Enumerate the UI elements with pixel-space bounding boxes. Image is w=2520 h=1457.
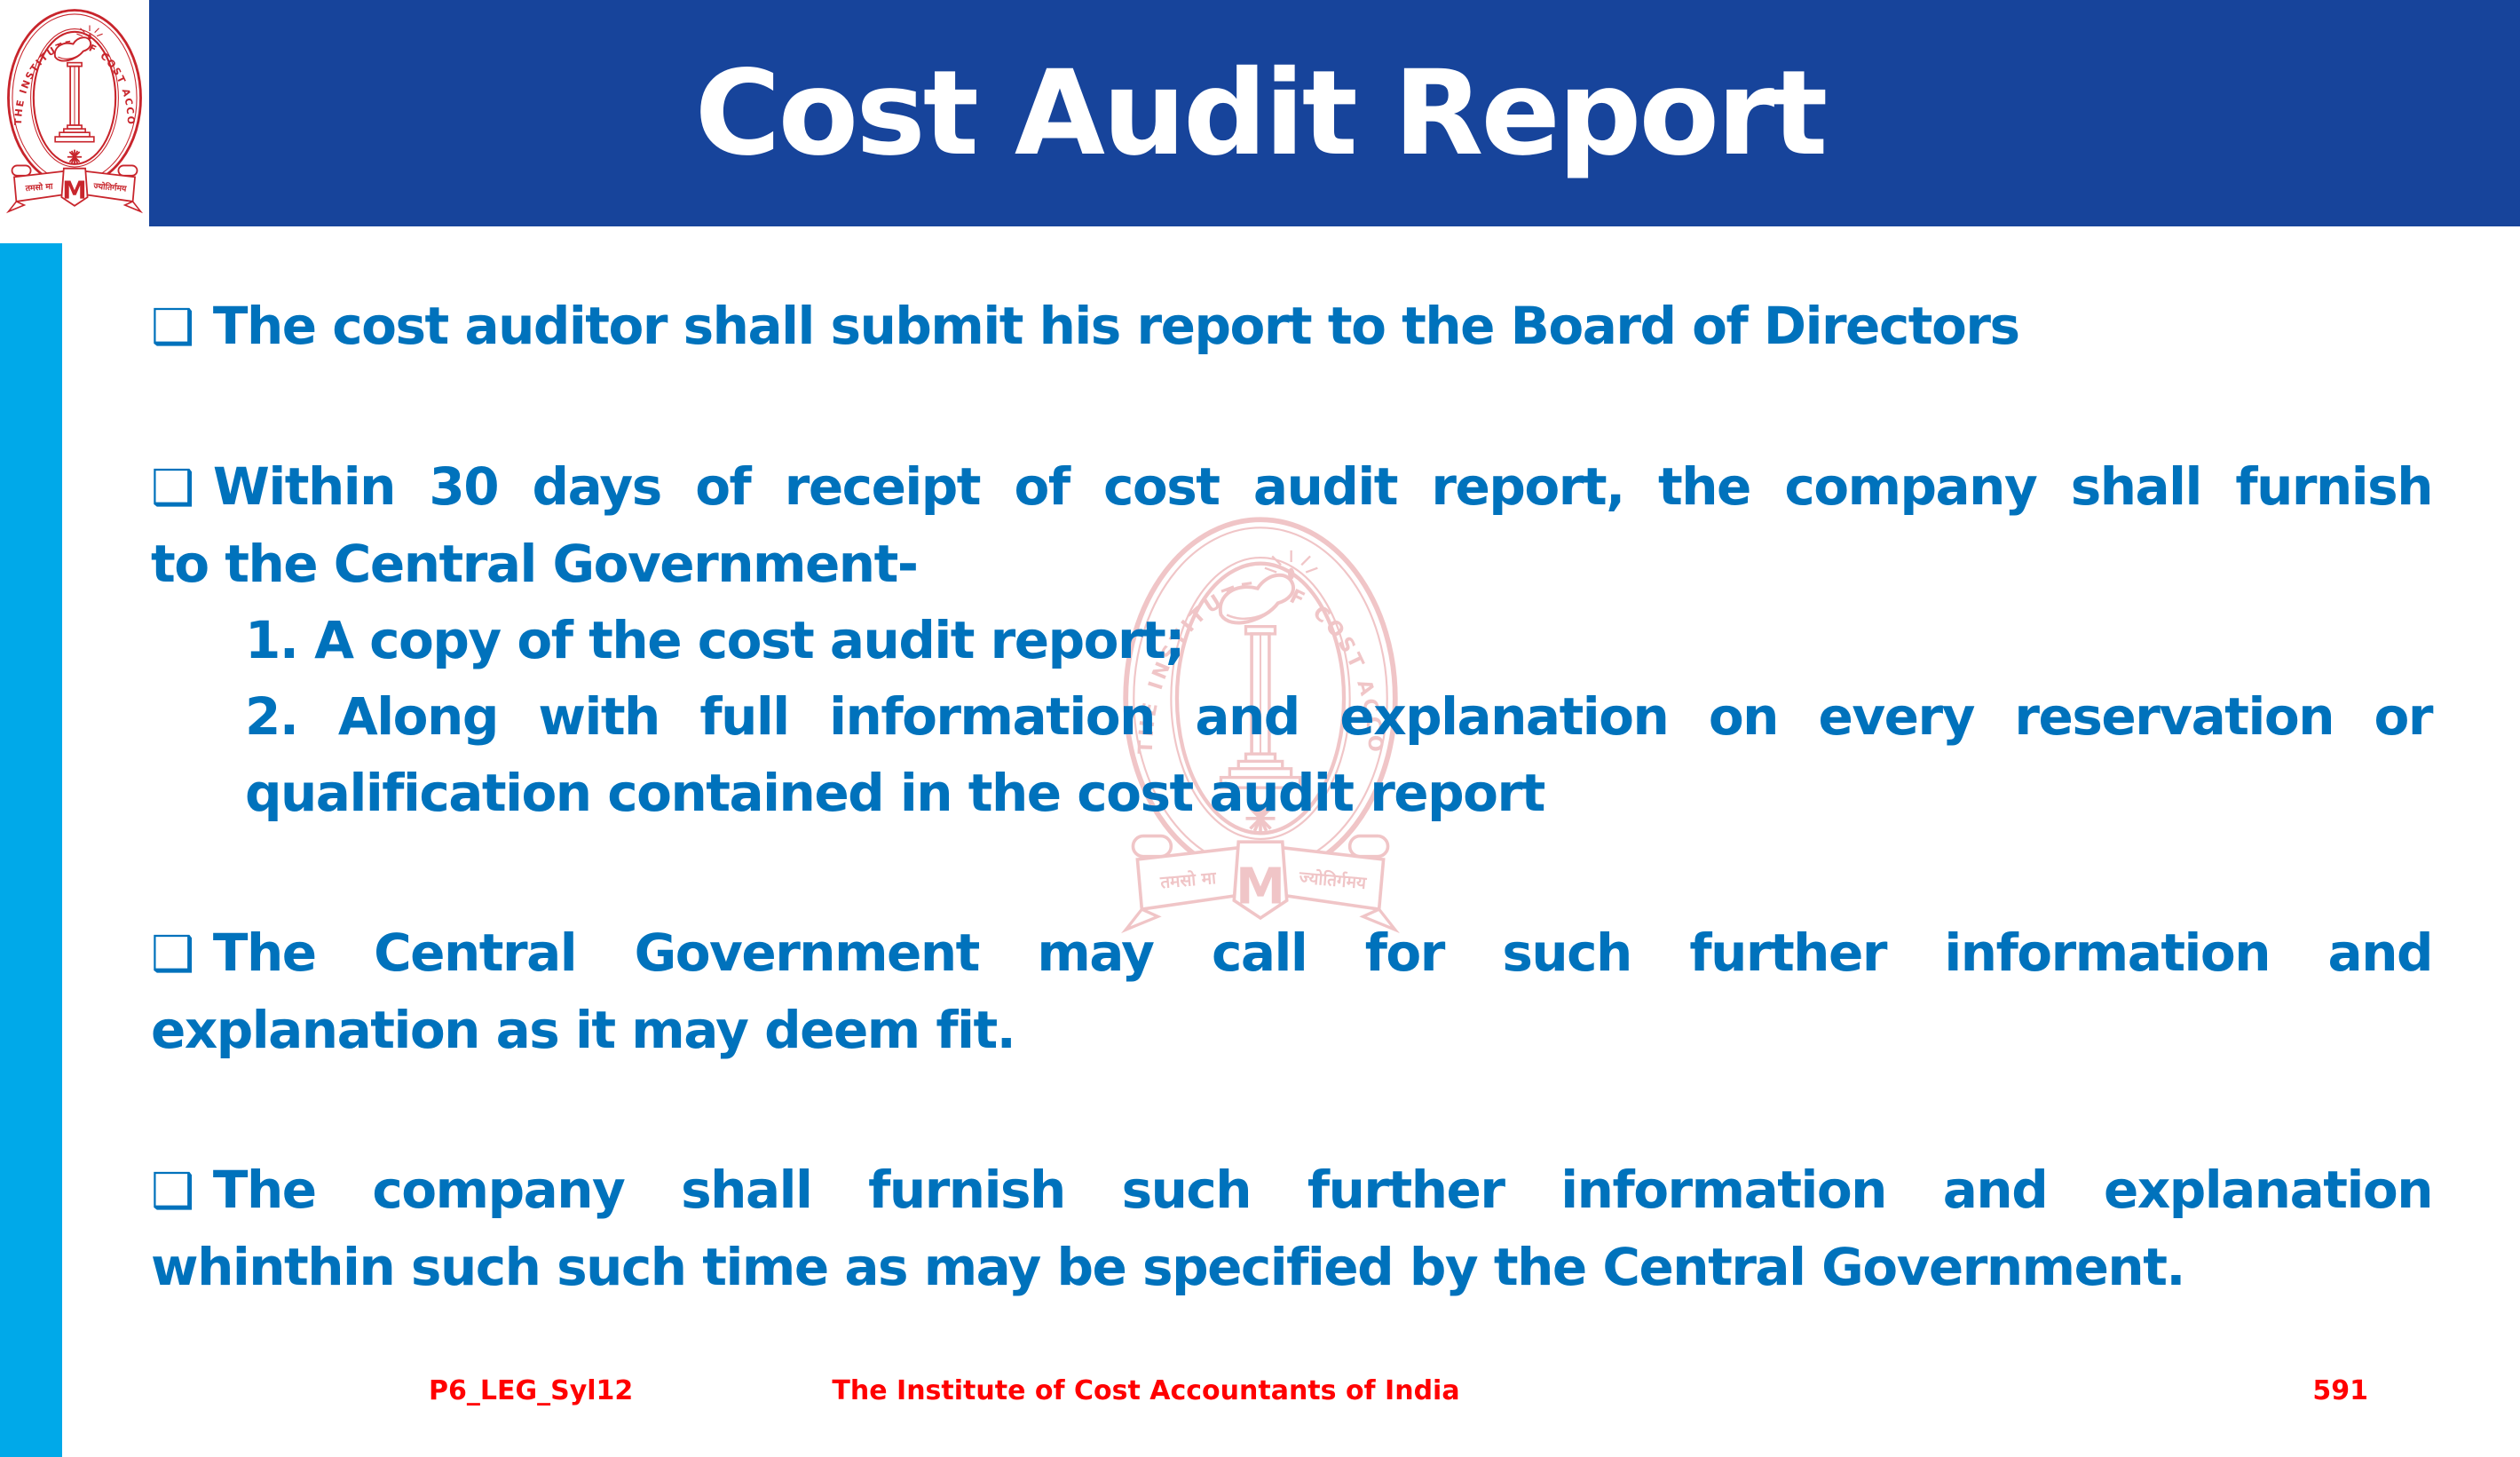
text-line: 2. Along with full information and explanation on every reservation or <box>245 686 2432 747</box>
bullet-paragraph <box>151 288 2432 365</box>
bullet-paragraph <box>151 1152 2432 1305</box>
left-accent-stripe <box>0 243 62 1457</box>
text-line: qualification contained in the cost audit report <box>245 763 1544 823</box>
footer-institute-name: The Institute of Cost Accountants of India <box>832 1375 1460 1406</box>
checkbox-bullet-icon: ❑ <box>151 459 194 516</box>
text-line: explanation as it may deem fit. <box>151 1000 1015 1060</box>
checkbox-bullet-icon: ❑ <box>151 1162 194 1219</box>
slide-title: Cost Audit Report <box>694 45 1826 182</box>
checkbox-bullet-icon: ❑ <box>151 925 194 982</box>
bullet-paragraph <box>151 915 2432 1068</box>
numbered-item <box>245 602 2432 678</box>
text-line: ❑ Within 30 days of receipt of cost audit report, the company shall furnish <box>151 456 2432 517</box>
text-line: ❑ The company shall furnish such further information and explanation <box>151 1160 2432 1220</box>
text-line: 1. A copy of the cost audit report; <box>245 610 1184 670</box>
bullet-paragraph <box>151 448 2432 602</box>
footer-course-code: P6_LEG_Syl12 <box>429 1375 634 1406</box>
text-line: to the Central Government- <box>151 534 918 594</box>
checkbox-bullet-icon: ❑ <box>151 298 194 355</box>
text-line: ❑ The Central Government may call for such further information and <box>151 923 2432 983</box>
numbered-item <box>245 678 2432 831</box>
content <box>151 288 2432 1305</box>
footer <box>0 1374 2520 1410</box>
footer-page-number: 591 <box>2312 1375 2368 1406</box>
text-line: whinthin such such time as may be specified by the Central Government. <box>151 1237 2184 1297</box>
text-line: ❑ The cost auditor shall submit his report to the Board of Directors <box>151 296 2019 356</box>
